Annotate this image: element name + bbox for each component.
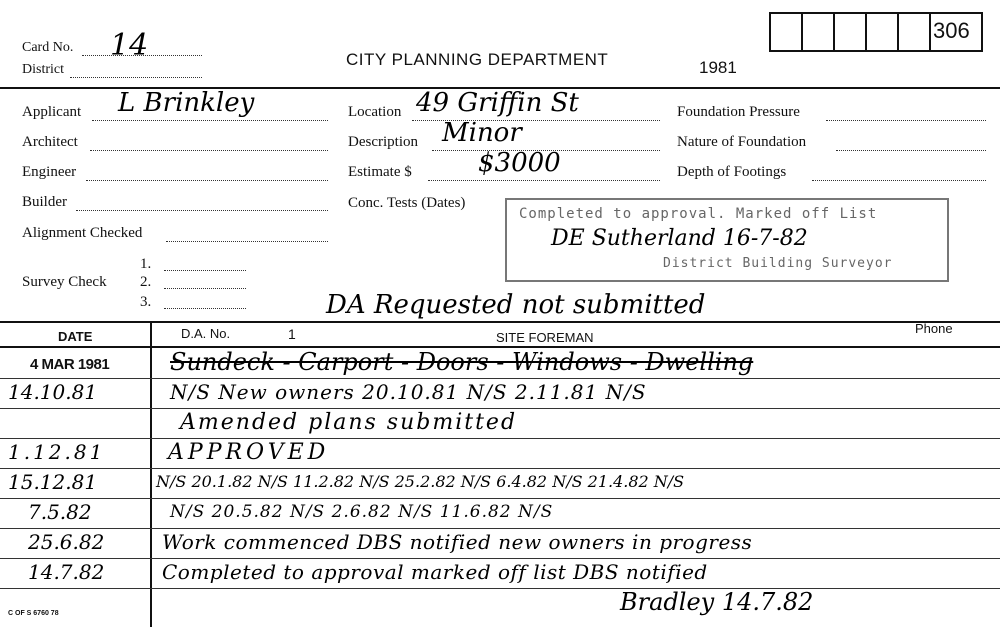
description-label: Description	[348, 134, 418, 150]
row-date: 1.12.81	[8, 440, 106, 464]
district-line	[70, 77, 202, 78]
row-date: 4 MAR 1981	[30, 356, 110, 373]
engineer-label: Engineer	[22, 164, 77, 180]
survey-2: 2.	[140, 274, 152, 290]
survey-1-line	[164, 270, 246, 271]
card-no-label: Card No.	[22, 40, 74, 55]
district-label: District	[22, 62, 64, 77]
survey-label: Survey Check	[22, 274, 107, 290]
table-row	[0, 558, 1000, 589]
builder-line	[76, 210, 328, 211]
row-entry: Sundeck - Carport - Doors - Windows - Dwelling	[170, 348, 754, 376]
alignment-label: Alignment Checked	[22, 225, 143, 241]
row-entry: N/S New owners 20.10.81 N/S 2.11.81 N/S	[170, 380, 647, 404]
row-entry: APPROVED	[168, 440, 330, 465]
da-no-label: D.A. No.	[181, 326, 231, 341]
description-value: Minor	[442, 118, 522, 148]
row-entry: Amended plans submitted	[180, 410, 518, 435]
table-row	[0, 348, 1000, 379]
row-entry: Bradley 14.7.82	[620, 588, 814, 616]
survey-1: 1.	[140, 256, 152, 272]
applicant-label: Applicant	[22, 104, 82, 120]
conc-tests-label: Conc. Tests (Dates)	[348, 195, 466, 211]
table-row	[0, 528, 1000, 559]
year: 1981	[699, 58, 737, 77]
card-no-value: 14	[110, 28, 149, 63]
row-entry: Work commenced DBS notified new owners in progress	[162, 530, 753, 554]
alignment-line	[166, 241, 328, 242]
table-row	[0, 378, 1000, 409]
estimate-line	[428, 180, 660, 181]
stamp-line-1: Completed to approval. Marked off List	[519, 206, 878, 222]
stamp-line-3: District Building Surveyor	[663, 256, 893, 271]
depth-line	[812, 180, 986, 181]
date-header: DATE	[58, 329, 93, 344]
foundation-pressure-line	[826, 120, 986, 121]
location-label: Location	[348, 104, 402, 120]
nature-line	[836, 150, 986, 151]
survey-3: 3.	[140, 294, 152, 310]
da-no-value: 1	[288, 326, 296, 342]
table-row	[0, 498, 1000, 529]
footer-code: C OF S 6760 78	[8, 610, 59, 617]
row-date: 7.5.82	[28, 500, 92, 524]
location-value: 49 Griffin St	[416, 88, 579, 118]
da-note: DA Requested not submitted	[326, 290, 706, 320]
row-entry: N/S 20.5.82 N/S 2.6.82 N/S 11.6.82 N/S	[170, 502, 554, 522]
site-foreman-label: SITE FOREMAN	[496, 330, 594, 345]
page-title: CITY PLANNING DEPARTMENT	[346, 50, 609, 69]
table-row	[0, 408, 1000, 439]
estimate-value: $3000	[478, 148, 561, 178]
architect-label: Architect	[22, 134, 78, 150]
row-entry: N/S 20.1.82 N/S 11.2.82 N/S 25.2.82 N/S 6.4.82 N/S 21.4.82 N/S	[156, 472, 685, 491]
card-number-box	[769, 12, 983, 52]
applicant-value: L Brinkley	[118, 88, 255, 118]
table-row	[0, 438, 1000, 469]
survey-2-line	[164, 288, 246, 289]
row-entry: Completed to approval marked off list DBS notified	[162, 560, 708, 584]
card-number: 306	[933, 18, 970, 43]
stamp-signature: DE Sutherland 16-7-82	[551, 226, 808, 251]
row-date: 14.7.82	[28, 560, 105, 584]
table-body	[0, 348, 1000, 627]
table-row	[0, 468, 1000, 499]
foundation-pressure-label: Foundation Pressure	[677, 104, 800, 120]
applicant-line	[92, 120, 328, 121]
table-row	[0, 588, 1000, 618]
row-date: 14.10.81	[8, 380, 98, 404]
engineer-line	[86, 180, 328, 181]
phone-label: Phone	[915, 321, 953, 336]
builder-label: Builder	[22, 194, 67, 210]
approval-stamp	[505, 198, 949, 282]
architect-line	[90, 150, 328, 151]
estimate-label: Estimate $	[348, 164, 412, 180]
row-date: 15.12.81	[8, 470, 98, 494]
depth-label: Depth of Footings	[677, 164, 787, 180]
nature-label: Nature of Foundation	[677, 134, 807, 150]
survey-3-line	[164, 308, 246, 309]
row-date: 25.6.82	[28, 530, 105, 554]
